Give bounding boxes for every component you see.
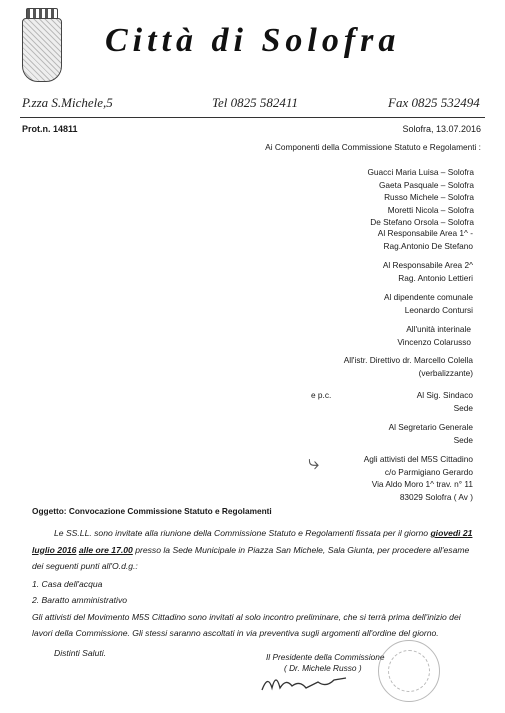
cc-line: 83029 Solofra ( Av )	[399, 491, 473, 502]
place-date: Solofra, 13.07.2016	[402, 124, 481, 134]
cc-block	[364, 453, 473, 503]
meeting-time: alle ore 17.00	[78, 544, 133, 555]
cc-line: Agli attivisti del M5S Cittadino	[363, 454, 473, 464]
recipient-line: Al dipendente comunale	[383, 292, 473, 302]
agenda-item: 1. Casa dell'acqua	[32, 578, 103, 589]
recipient-line: Vincenzo Colarusso	[397, 336, 471, 347]
cc-line: Sede	[453, 402, 473, 413]
paragraph-1	[32, 525, 480, 575]
members-list	[367, 166, 474, 229]
recipient-line: (verbalizzante)	[418, 367, 473, 378]
cc-block	[417, 389, 473, 414]
closing: Distinti Saluti.	[54, 647, 107, 658]
meeting-date: giovedì 21 luglio 2016	[32, 528, 473, 555]
coat-of-arms-icon	[22, 18, 62, 82]
recipient-line: Al Responsabile Area 1^ -	[377, 228, 473, 238]
cc-block	[389, 421, 473, 446]
recipient-block	[378, 227, 473, 252]
cc-line: Al Sig. Sindaco	[416, 390, 473, 400]
cc-line: Via Aldo Moro 1^ trav. n° 11	[371, 479, 473, 489]
recipient-line: All'istr. Direttivo dr. Marcello Colella	[343, 355, 473, 365]
signature-name: ( Dr. Michele Russo )	[284, 663, 362, 673]
recipient-block	[344, 354, 473, 379]
cc-line: Al Segretario Generale	[388, 422, 473, 432]
member: Guacci Maria Luisa – Solofra	[367, 167, 474, 177]
member: Russo Michele – Solofra	[384, 192, 474, 202]
subject: Oggetto: Convocazione Commissione Statuto e Regolamenti	[32, 506, 272, 516]
recipient-block	[397, 323, 471, 348]
header-divider	[20, 117, 485, 118]
cc-line: c/o Parmigiano Gerardo	[384, 466, 473, 477]
recipient-line: Rag. Antonio Lettieri	[398, 272, 473, 283]
recipient-line: Leonardo Contursi	[404, 304, 473, 315]
recipient-block	[384, 291, 473, 316]
member: De Stefano Orsola – Solofra	[370, 217, 474, 227]
handwritten-mark-icon: ⤷	[308, 452, 320, 474]
member: Gaeta Pasquale – Solofra	[378, 179, 474, 190]
recipient-line: All'unità interinale	[406, 324, 471, 334]
fax: Fax 0825 532494	[388, 95, 480, 110]
agenda-item: 2. Baratto amministrativo	[32, 595, 128, 605]
p1-text: Le SS.LL. sono invitate alla riunione della Commissione Statuto e Regolamenti fissata per il giorno	[54, 528, 431, 538]
cc-line: Sede	[453, 434, 473, 445]
recipient-line: Al Responsabile Area 2^	[382, 260, 473, 270]
recipient-block	[383, 259, 473, 284]
cc-label: e p.c.	[311, 390, 332, 400]
handwritten-signature-icon	[258, 668, 348, 696]
protocol-number: Prot.n. 14811	[22, 124, 78, 134]
recipients-heading: Ai Componenti della Commissione Statuto e Regolamenti :	[265, 142, 481, 152]
address: P.zza S.Michele,5	[22, 95, 113, 110]
stamp-inner-ring-icon	[388, 650, 430, 692]
member: Moretti Nicola – Solofra	[387, 204, 474, 215]
p1-text-cont: presso la Sede Municipale in Piazza San Michele, Sala Giunta, per procedere all'esame dei seguenti punti all'O.d.g.:	[32, 544, 470, 571]
telephone: Tel 0825 582411	[212, 95, 298, 110]
signature-title: Il Presidente della Commissione	[266, 652, 385, 662]
paragraph-2: Gli attivisti del Movimento M5S Cittadino sono invitati al solo incontro preliminare, che si terrà prima dell'inizio dei lavori della Commissione. Gli stessi saranno ascoltati in via preventiva sugli argomenti all'ordine del giorno.	[32, 611, 461, 638]
city-title: Città di Solofra	[105, 22, 401, 59]
recipient-line: Rag.Antonio De Stefano	[383, 240, 473, 251]
